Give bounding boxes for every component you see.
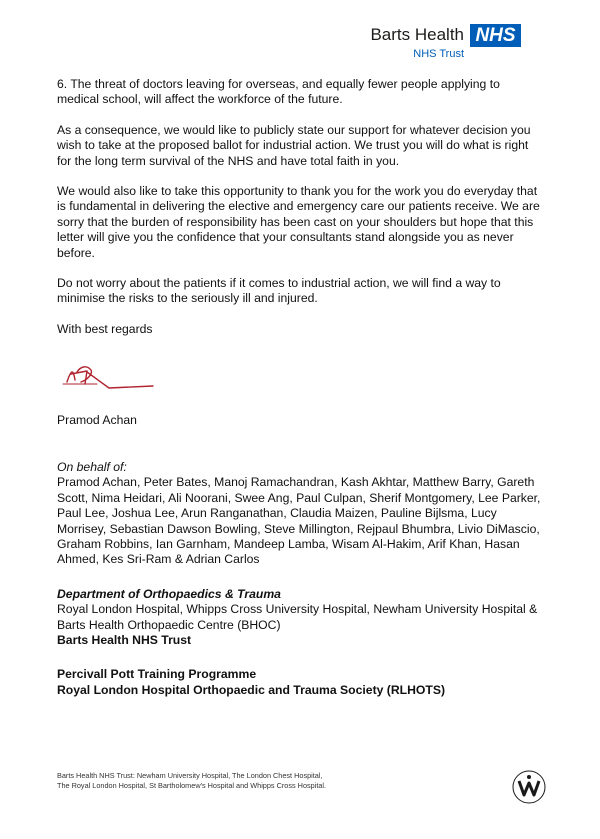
signature-icon	[57, 360, 167, 392]
behalf-names: Pramod Achan, Peter Bates, Manoj Ramachandran, Kash Akhtar, Matthew Barry, Gareth Scott, Nima Heidari, Ali Noorani, Swee Ang, Paul Culpan, Sherif Montgomery, Lee Parker, Paul Lee, Joshua Lee, Arun Ranganathan, Claudia Maizen, Pauline Bijlsma, Lucy Morrisey, Sebastian Dawson Bowling, Steve Millington, Rejpaul Bhumbra, Livio DiMascio, Graham Robbins, Ian Garnham, Mandeep Lamba, Wisam Al-Hakim, Arif Khan, Hasan Ahmed, Kes Sri-Ram & Adrian Carlos	[57, 475, 541, 567]
letterhead	[356, 24, 556, 64]
paragraph-reassurance: Do not worry about the patients if it comes to industrial action, we will find a way to minimise the risks to the seriously ill and injured.	[57, 276, 501, 306]
paragraph-point-6: 6. The threat of doctors leaving for overseas, and equally fewer people applying to medical school, will affect the workforce of the future.	[57, 77, 500, 107]
signer-name: Pramod Achan	[57, 413, 137, 427]
disability-badge-icon	[509, 769, 549, 805]
footer	[57, 771, 457, 791]
department-trust: Barts Health NHS Trust	[57, 633, 192, 648]
department-hospitals: Royal London Hospital, Whipps Cross University Hospital, Newham University Hospital & Barts Health Orthopaedic Centre (BHOC)	[57, 602, 538, 632]
department-title: Department of Orthopaedics & Trauma	[57, 587, 281, 601]
paragraph-thanks: We would also like to take this opportunity to thank you for the work you do everyday that is fundamental in delivering the elective and emergency care our patients receive. We are sorry that the burden of responsibility has been cast on your shoulders but hope that this letter will give you the confidence that your consultants stand alongside you as never before.	[57, 184, 540, 260]
footer-line-1: Barts Health NHS Trust: Newham University Hospital, The London Chest Hospital,	[57, 771, 323, 780]
paragraph-support: As a consequence, we would like to publicly state our support for whatever decision you wish to take at the proposed ballot for industrial action. We trust you will do what is right for the long term survival of the NHS and have total faith in you.	[57, 122, 531, 168]
nhs-logo: NHS	[470, 24, 521, 47]
training-programme: Percivall Pott Training Programme	[57, 667, 257, 681]
closing: With best regards	[57, 321, 153, 336]
footer-line-2: The Royal London Hospital, St Bartholomew's Hospital and Whipps Cross Hospital.	[57, 781, 327, 790]
org-subtitle: NHS Trust	[413, 48, 464, 60]
letter-body	[57, 77, 545, 352]
society-name: Royal London Hospital Orthopaedic and Trauma Society (RLHOTS)	[57, 683, 446, 697]
behalf-label: On behalf of:	[57, 460, 127, 474]
programmes-block	[57, 666, 545, 698]
department-block	[57, 587, 545, 649]
org-name: Barts Health	[370, 25, 464, 44]
behalf-block	[57, 460, 545, 568]
